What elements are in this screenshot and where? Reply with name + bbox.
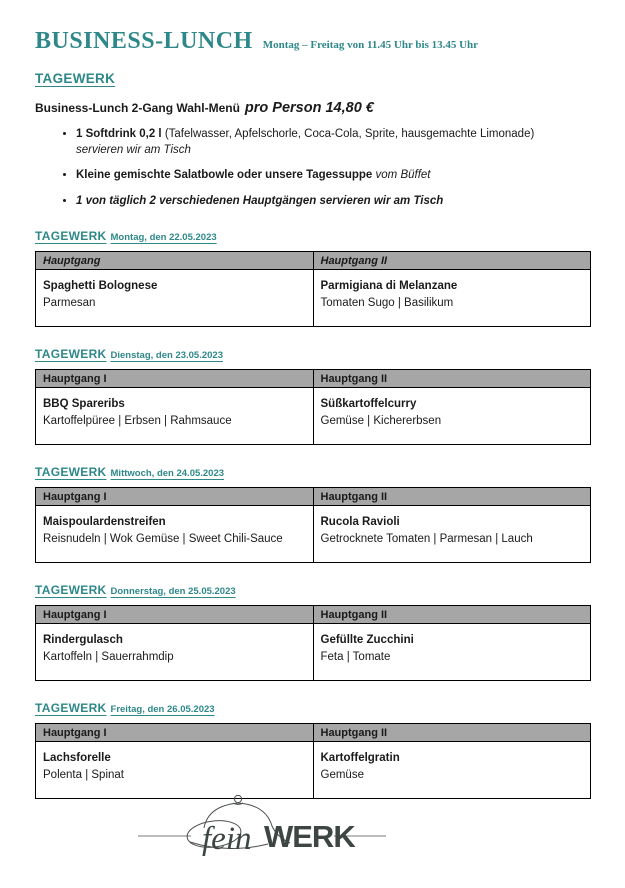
dish-title: Parmigiana di Melanzane — [320, 280, 458, 293]
dish-sides: Parmesan — [43, 297, 96, 310]
menu-table-dienstag — [35, 369, 591, 445]
column-header-hauptgang-1: Hauptgang I — [36, 724, 314, 742]
day-heading-date: Donnerstag, den 25.05.2023 — [110, 586, 236, 598]
column-header-hauptgang-2: Hauptgang II — [313, 724, 591, 742]
column-header-hauptgang-1: Hauptgang I — [36, 488, 314, 506]
day-section-freitag — [35, 699, 591, 799]
dish-cell — [36, 388, 314, 445]
page-title: BUSINESS-LUNCH — [35, 28, 253, 54]
bullet-softdrink — [76, 127, 591, 158]
dish-sides: Getrocknete Tomaten | Parmesan | Lauch — [320, 533, 533, 546]
page-subtitle: Montag – Freitag von 11.45 Uhr bis 13.45 Uhr — [262, 39, 479, 51]
dish-cell — [313, 270, 591, 327]
day-heading-label: TAGEWERK — [35, 583, 107, 598]
day-heading-label: TAGEWERK — [35, 701, 107, 716]
day-heading-date: Mittwoch, den 24.05.2023 — [110, 468, 225, 480]
column-header-hauptgang-1: Hauptgang — [36, 252, 314, 270]
dish-sides: Kartoffelpüree | Erbsen | Rahmsauce — [43, 415, 232, 428]
bullet-salad-bold: Kleine gemischte Salatbowle oder unsere Tagessuppe — [76, 169, 376, 182]
dish-cell — [313, 388, 591, 445]
menu-bullets — [35, 127, 591, 209]
column-header-hauptgang-2: Hauptgang II — [313, 370, 591, 388]
menu-table-freitag — [35, 723, 591, 799]
dish-cell — [36, 270, 314, 327]
column-header-hauptgang-2: Hauptgang II — [313, 252, 591, 270]
bullet-salad — [76, 168, 591, 184]
day-section-montag — [35, 227, 591, 327]
dish-sides: Reisnudeln | Wok Gemüse | Sweet Chili-Sauce — [43, 533, 283, 546]
logo-bold-text: WERK — [264, 819, 355, 854]
bullet-maincourse — [76, 194, 591, 210]
dish-title: BBQ Spareribs — [43, 398, 125, 411]
dish-title: Rucola Ravioli — [320, 516, 400, 529]
bullet-softdrink-italic: servieren wir am Tisch — [76, 143, 191, 156]
column-header-hauptgang-1: Hauptgang I — [36, 370, 314, 388]
dish-sides: Polenta | Spinat — [43, 769, 124, 782]
dish-title: Lachsforelle — [43, 752, 111, 765]
dish-sides: Tomaten Sugo | Basilikum — [320, 297, 454, 310]
dish-title: Kartoffelgratin — [320, 752, 400, 765]
menu-table-montag — [35, 251, 591, 327]
company-logo — [138, 792, 386, 864]
menu-table-donnerstag — [35, 605, 591, 681]
dish-cell — [313, 624, 591, 681]
menu-line-price: pro Person 14,80 € — [244, 100, 374, 116]
dish-cell — [313, 506, 591, 563]
day-heading-mittwoch — [35, 463, 591, 481]
bullet-softdrink-bold: 1 Softdrink 0,2 l — [76, 128, 165, 140]
dish-title: Rindergulasch — [43, 634, 123, 647]
main-heading: TAGEWERK — [35, 71, 116, 86]
document-page — [35, 28, 591, 799]
day-heading-montag — [35, 227, 591, 245]
menu-table-mittwoch — [35, 487, 591, 563]
column-header-hauptgang-2: Hauptgang II — [313, 606, 591, 624]
day-heading-label: TAGEWERK — [35, 465, 107, 480]
dish-cell — [313, 742, 591, 799]
day-heading-freitag — [35, 699, 591, 717]
dish-sides: Kartoffeln | Sauerrahmdip — [43, 651, 174, 664]
dish-title: Spaghetti Bolognese — [43, 280, 158, 293]
bullet-softdrink-regular: (Tafelwasser, Apfelschorle, Coca-Cola, Sprite, hausgemachte Limonade) — [164, 128, 535, 140]
column-header-hauptgang-2: Hauptgang II — [313, 488, 591, 506]
menu-line — [35, 100, 591, 116]
day-heading-dienstag — [35, 345, 591, 363]
day-heading-date: Dienstag, den 23.05.2023 — [110, 350, 223, 362]
day-heading-label: TAGEWERK — [35, 229, 107, 244]
dish-cell — [36, 742, 314, 799]
day-section-donnerstag — [35, 581, 591, 681]
dish-sides: Gemüse | Kichererbsen — [320, 415, 442, 428]
cloche-logo-icon — [138, 792, 386, 864]
bullet-maincourse-bolditalic: 1 von täglich 2 verschiedenen Hauptgängen servieren wir am Tisch — [76, 194, 444, 207]
dish-sides: Gemüse — [320, 769, 364, 782]
logo-script-text: fein — [202, 821, 252, 857]
dish-sides: Feta | Tomate — [320, 651, 391, 664]
bullet-salad-italic: vom Büffet — [375, 169, 431, 182]
day-heading-date: Montag, den 22.05.2023 — [110, 232, 217, 244]
dish-title: Süßkartoffelcurry — [320, 398, 417, 411]
day-section-mittwoch — [35, 463, 591, 563]
column-header-hauptgang-1: Hauptgang I — [36, 606, 314, 624]
dish-title: Maispoulardenstreifen — [43, 516, 166, 529]
day-heading-label: TAGEWERK — [35, 347, 107, 362]
day-heading-date: Freitag, den 26.05.2023 — [110, 704, 215, 716]
title-row — [35, 28, 591, 55]
day-heading-donnerstag — [35, 581, 591, 599]
dish-cell — [36, 506, 314, 563]
menu-line-label: Business-Lunch 2-Gang Wahl-Menü — [35, 101, 240, 115]
dish-title: Gefüllte Zucchini — [320, 634, 414, 647]
dish-cell — [36, 624, 314, 681]
day-section-dienstag — [35, 345, 591, 445]
